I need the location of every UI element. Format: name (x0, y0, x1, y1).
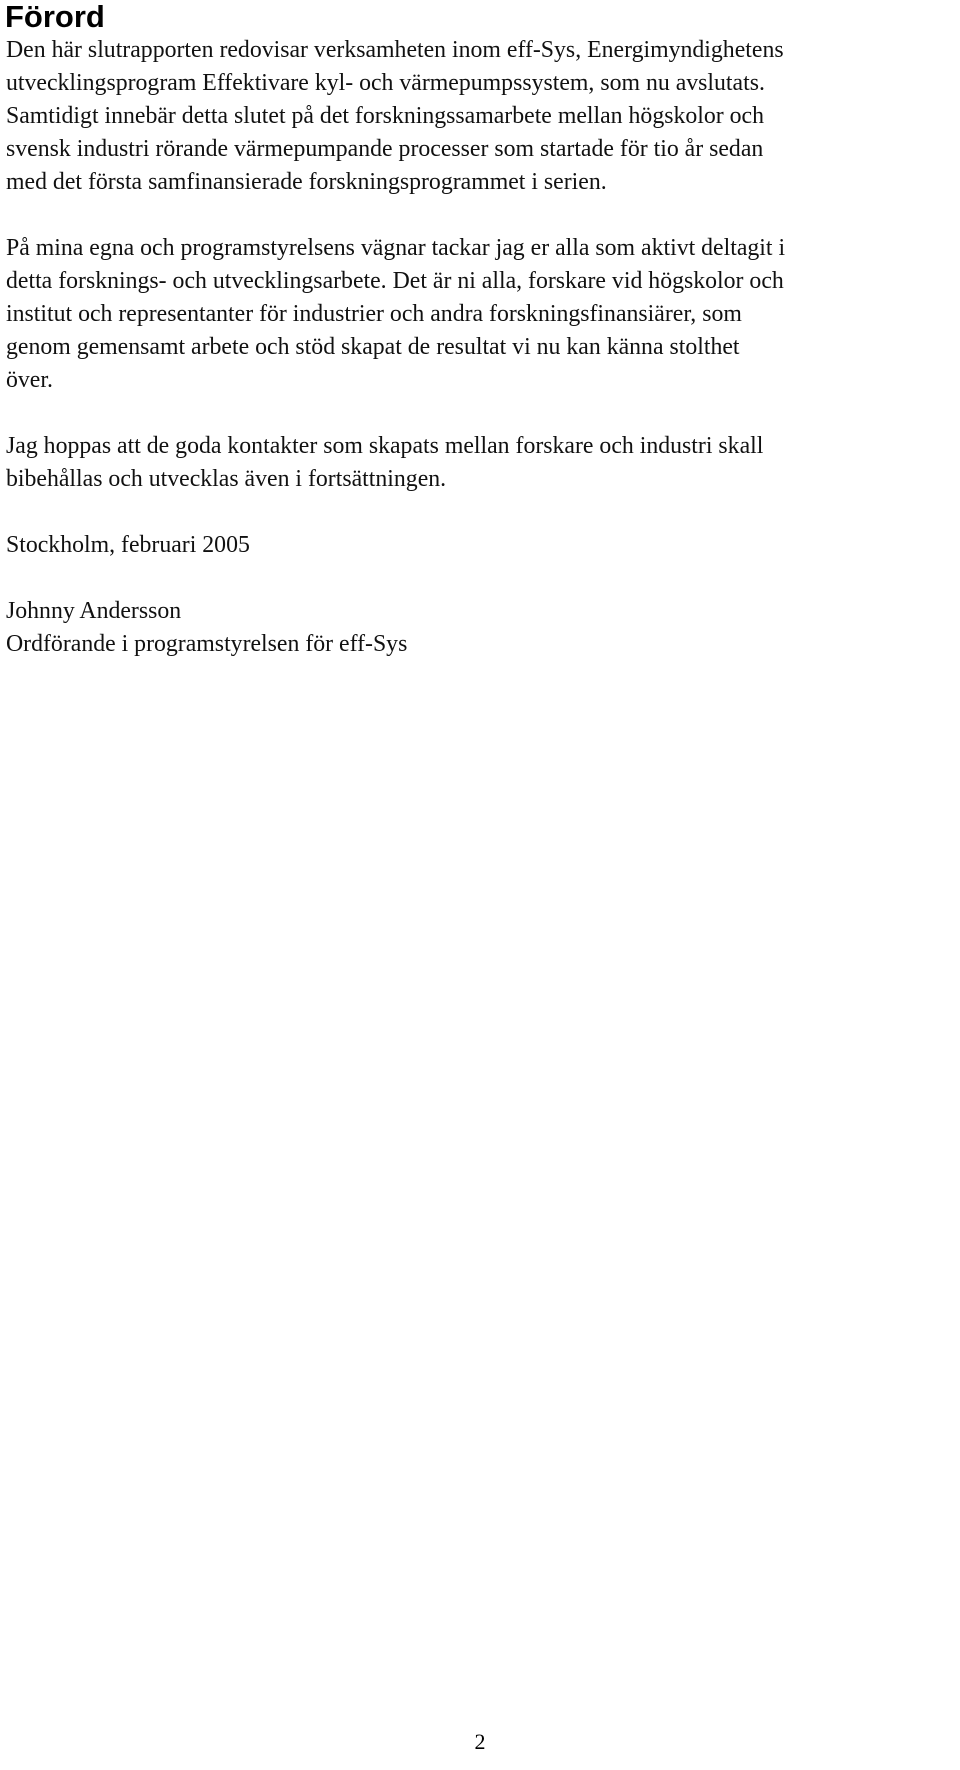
paragraph-hope (6, 430, 956, 496)
text-line: På mina egna och programstyrelsens vägnar tackar jag er alla som aktivt deltagit i (6, 235, 786, 261)
place-date: Stockholm, februari 2005 (6, 532, 250, 558)
text-line: utvecklingsprogram Effektivare kyl- och värmepumpssystem, som nu avslutats. (6, 70, 765, 96)
signature-name: Johnny Andersson (6, 598, 182, 624)
text-line: Samtidigt innebär detta slutet på det forskningssamarbete mellan högskolor och (6, 103, 765, 129)
page-number: 2 (474, 1729, 486, 1754)
text-line: detta forsknings- och utvecklingsarbete. Det är ni alla, forskare vid högskolor och (6, 268, 784, 294)
signature-role: Ordförande i programstyrelsen för eff-Sys (6, 631, 408, 657)
text-line: med det första samfinansierade forskningsprogrammet i serien. (6, 169, 607, 195)
text-line: Den här slutrapporten redovisar verksamheten inom eff-Sys, Energimyndighetens (6, 37, 784, 63)
text-line: svensk industri rörande värmepumpande processer som startade för tio år sedan (6, 136, 764, 162)
text-line: genom gemensamt arbete och stöd skapat de resultat vi nu kan känna stolthet (6, 334, 740, 360)
text-line: Jag hoppas att de goda kontakter som skapats mellan forskare och industri skall (6, 433, 764, 459)
paragraph-introduction (6, 34, 956, 199)
text-line: institut och representanter för industrier och andra forskningsfinansiärer, som (6, 301, 742, 327)
signature-block (6, 595, 956, 661)
paragraph-thanks (6, 232, 956, 397)
document-body (6, 34, 956, 661)
page-title: Förord (5, 0, 105, 34)
text-line: bibehållas och utvecklas även i fortsättningen. (6, 466, 447, 492)
text-line: över. (6, 367, 53, 393)
